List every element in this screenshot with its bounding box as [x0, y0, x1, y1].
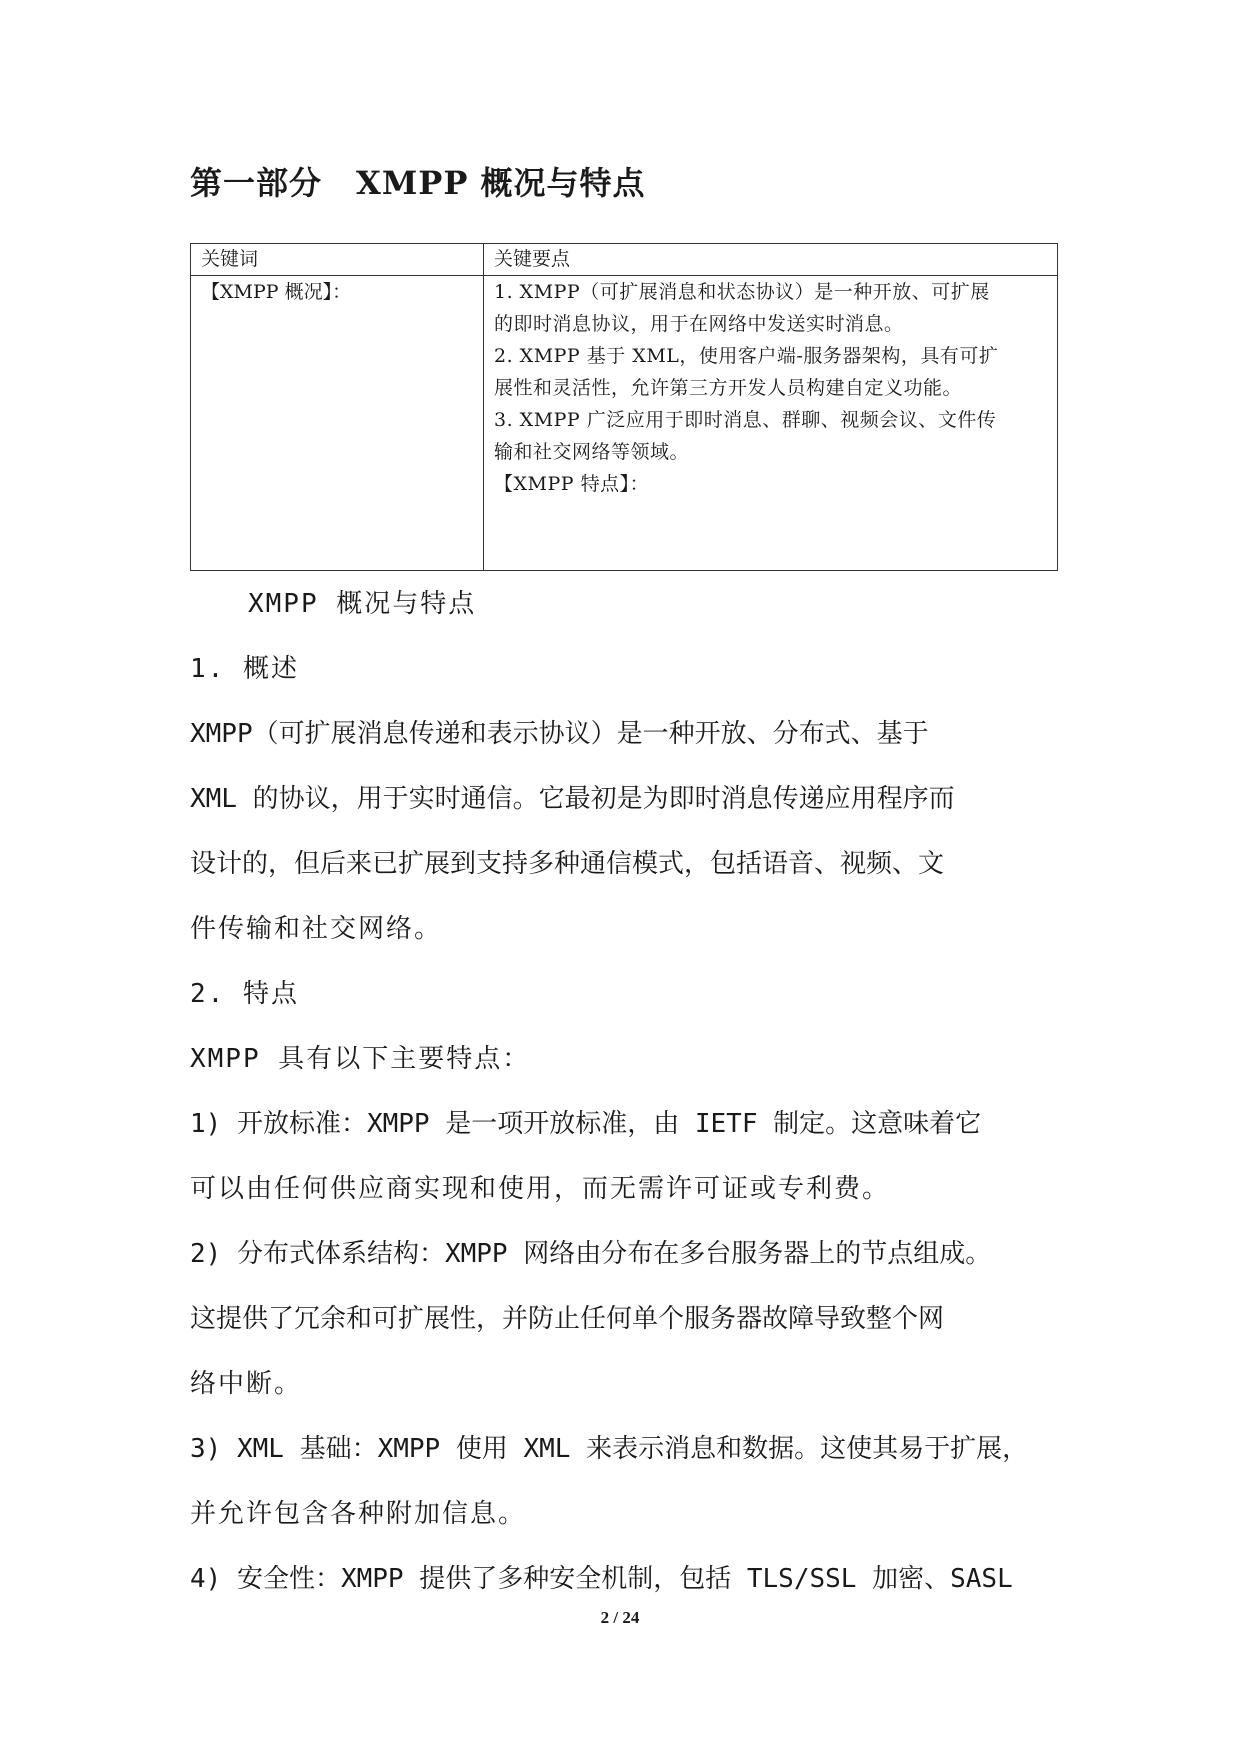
table-point-line: 3. XMPP 广泛应用于即时消息、群聊、视频会议、文件传	[494, 409, 997, 431]
table-row	[191, 276, 1058, 571]
keypoints-table	[190, 243, 1058, 571]
table-header-keyword: 关键词	[191, 244, 484, 276]
body-line: 1) 开放标准：XMPP 是一项开放标准，由 IETF 制定。这意味着它	[190, 1109, 982, 1139]
body-line: 2) 分布式体系结构：XMPP 网络由分布在多台服务器上的节点组成。	[190, 1239, 992, 1269]
table-point-line: 1. XMPP（可扩展消息和状态协议）是一种开放、可扩展	[494, 281, 990, 303]
body-line: 可以由任何供应商实现和使用，而无需许可证或专利费。	[190, 1174, 891, 1204]
page-number: 2 / 24	[600, 1608, 640, 1627]
body-line: 设计的，但后来已扩展到支持多种通信模式，包括语音、视频、文	[190, 849, 945, 879]
table-point-line: 输和社交网络等领域。	[494, 441, 690, 463]
body-line: 这提供了冗余和可扩展性，并防止任何单个服务器故障导致整个网	[190, 1304, 945, 1334]
body-line: 件传输和社交网络。	[190, 914, 443, 944]
body-line: XMPP（可扩展消息传递和表示协议）是一种开放、分布式、基于	[190, 719, 929, 749]
table-header-row	[191, 244, 1058, 276]
body-line: 3) XML 基础：XMPP 使用 XML 来表示消息和数据。这使其易于扩展，	[190, 1434, 1029, 1464]
table-points-cell	[484, 276, 1058, 571]
body-line: XML 的协议，用于实时通信。它最初是为即时消息传递应用程序而	[190, 784, 955, 814]
page-title-part: 第一部分	[190, 164, 323, 202]
body-subtitle: XMPP 概况与特点	[248, 589, 477, 619]
table-header-points: 关键要点	[484, 244, 1058, 276]
table-keyword-cell: 【XMPP 概况】：	[191, 276, 484, 571]
body-line: 4) 安全性：XMPP 提供了多种安全机制，包括 TLS/SSL 加密、SASL	[190, 1564, 1013, 1594]
table-point-line: 【XMPP 特点】：	[494, 473, 650, 495]
body-line: 1. 概述	[190, 654, 299, 684]
body-line: 络中断。	[190, 1369, 303, 1399]
table-point-line: 展性和灵活性，允许第三方开发人员构建自定义功能。	[494, 377, 963, 399]
body-line: XMPP 具有以下主要特点：	[190, 1044, 531, 1074]
page-title-text: XMPP 概况与特点	[356, 164, 646, 202]
body-line: 2. 特点	[190, 979, 299, 1009]
page-title	[190, 158, 646, 204]
table-point-line: 的即时消息协议，用于在网络中发送实时消息。	[494, 313, 904, 335]
body-line: 并允许包含各种附加信息。	[190, 1499, 527, 1529]
table-point-line: 2. XMPP 基于 XML，使用客户端-服务器架构，具有可扩	[494, 345, 999, 367]
